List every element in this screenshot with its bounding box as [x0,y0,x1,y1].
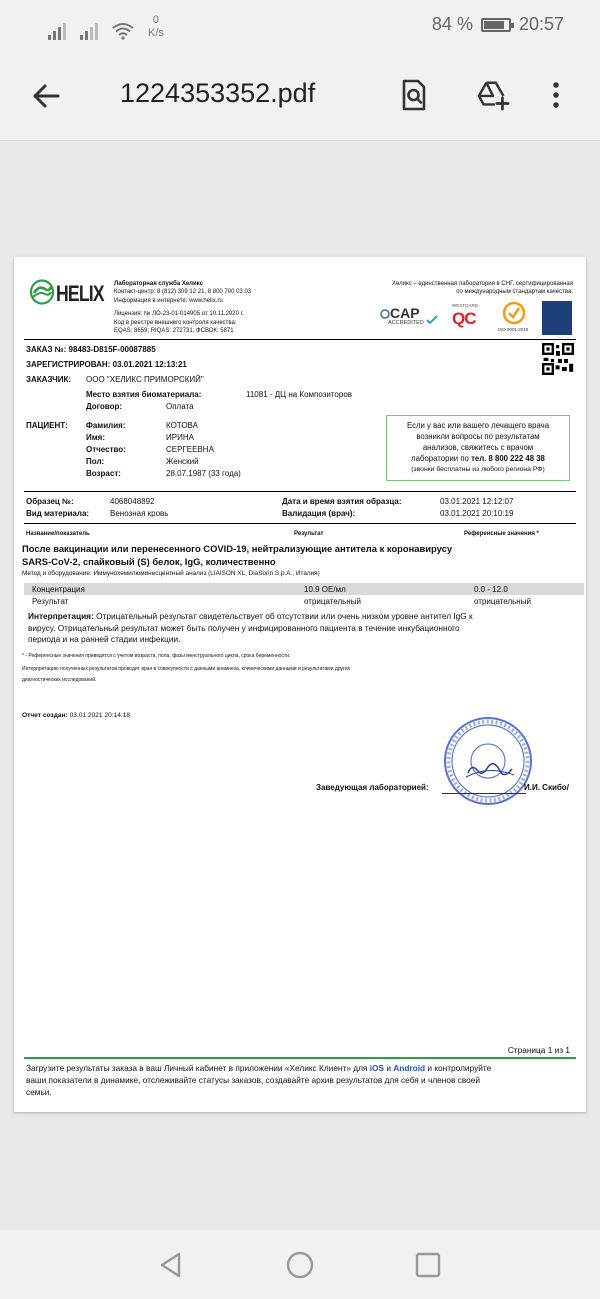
report-created [22,712,130,719]
registration-date: ЗАРЕГИСТРИРОВАН: 03.01.2021 12:13:21 [26,360,187,369]
head-of-lab-label: Заведующая лабораторией: [316,783,429,792]
lab-website: Информация в интернете: www.helix.ru [114,297,223,304]
contract-value: Оплата [166,402,194,411]
nav-home-icon[interactable] [285,1250,315,1280]
lab-license: Лицензия: № ЛО-23-01-014905 от 10.11.2020 г. [114,311,244,318]
promo-text-line3: семьи. [26,1086,52,1097]
result-reference: отрицательный [474,597,531,606]
place-label: Место взятия биоматериала: [86,390,202,399]
certification-badge [542,301,572,335]
net-speed [148,14,164,40]
order-number: ЗАКАЗ №: 98483-D815F-00087885 [26,345,156,354]
sample-label: Образец №: [26,497,74,506]
patient-field-value: 28.07.1987 (33 года) [166,469,241,478]
pdf-viewer[interactable] [0,141,600,1230]
patient-field-label: Имя: [86,433,105,442]
lab-registry: Код в реестре внешнего контроля качества: [114,319,237,326]
notice-line5: (звонки бесплатны из любого региона РФ) [411,466,545,473]
patient-field-value: СЕРГЕЕВНА [166,445,214,454]
col-name-header: Название/показатель [26,531,90,537]
interpretation [28,611,538,646]
test-title-line1: После вакцинации или перенесенного COVID-19, нейтрализующие антитела к коронавирусу [22,543,453,554]
cap-emblem-icon [380,309,390,319]
contract-label: Договор: [86,402,123,411]
navigation-bar [0,1230,600,1299]
wifi-icon [112,22,134,40]
app-bar [0,52,600,141]
col-ref-header: Референсные значения * [464,531,539,537]
add-to-drive-icon[interactable] [476,78,510,112]
cert-text-line2: по международным стандартам качества: [456,289,573,295]
interpretation-line3: периода и на ранней стадии инфекции. [28,634,181,645]
footnote-interpretation1: Интерпретацию полученных результатов проводит врач в совокупности с данными анамнеза, клиническими данными и результатами других [22,666,351,672]
table-row [24,583,584,595]
app-promo-text [26,1063,584,1098]
interpretation-label: Интерпретация: [28,611,94,621]
collected-label: Дата и время взятия образца: [282,497,402,506]
footnote-interpretation2: диагностических исследований. [22,677,97,683]
footnote-reference: * - Референсные значения приводятся с учетом возраста, пола, фазы менструального цикла, срока беременности. [22,653,291,659]
report-created-label: Отчет создан: [22,712,68,719]
lab-qc-codes: EQAS: 8659; RIQAS: 272731; ФСВОК: 5871 [114,328,234,335]
col-result-header: Результат [294,531,324,537]
result-name: Концентрация [32,585,85,594]
westgard-text: WESTGARD [452,303,479,308]
more-options-icon[interactable] [546,78,566,112]
nav-back-icon[interactable] [156,1250,186,1280]
notice-phone[interactable]: тел. 8 800 222 48 38 [471,454,545,463]
qr-code-icon [542,343,574,375]
patient-field-label: Возраст: [86,469,121,478]
battery-icon [481,18,511,32]
result-name: Результат [32,597,69,606]
nav-recents-icon[interactable] [413,1250,443,1280]
clock: 20:57 [518,14,564,34]
patient-field-value: ИРИНА [166,433,194,442]
signal-icon-2 [80,22,98,40]
iso-text: ISO 9001:2015 [498,327,529,332]
patient-field-label: Пол: [86,457,105,466]
cert-text [392,280,573,296]
lab-name: Лабораторная служба Хеликс [114,281,203,287]
customer-value: ООО "ХЕЛИКС ПРИМОРСКИЙ" [86,375,204,384]
customer-label: ЗАКАЗЧИК: [26,375,72,384]
patient-field-value: Женский [166,457,199,466]
checkmark-icon [426,315,438,325]
result-reference: 0.0 - 12.0 [474,585,508,594]
promo-and: и [384,1063,394,1073]
material-value: Венозная кровь [110,509,169,518]
page-number: Страница 1 из 1 [507,1045,570,1055]
material-label: Вид материала: [26,509,90,518]
footer-divider [24,1057,576,1059]
notice-line2: возникли вопросы по результатам [416,432,540,441]
lab-info [114,280,251,335]
cap-logo-text: CAP [390,305,420,321]
westgard-qc-logo [450,303,488,331]
qc-text: QC [452,309,476,328]
promo-text-line2: ваши показатели в динамике, отслеживайте статусы заказов, создавайте архив результатов для себя и членов своей [26,1074,481,1085]
android-link[interactable]: Android [393,1063,426,1073]
search-document-icon[interactable] [396,78,430,112]
net-speed-unit: K/s [148,27,164,39]
validation-label: Валидация (врач): [282,509,356,518]
result-value: отрицательный [304,597,361,606]
promo-text-part2: и контролируйте [425,1063,492,1073]
ios-link[interactable]: iOS [369,1063,385,1073]
cap-logo-sub: ACCREDITED [388,320,424,326]
cert-text-line1: Хеликс – единственная лаборатория в СНГ, сертифицированная [391,281,573,287]
promo-text-part1: Загрузите результаты заказа в ваш Личный кабинет в приложении «Хеликс Клиент» для [26,1063,370,1073]
contact-notice-box [386,415,570,481]
table-row [24,595,584,607]
pdf-page [14,257,586,1112]
notice-line3: анализов, свяжитесь с врачом [422,443,534,452]
brand-name: HELIX [56,281,104,306]
interpretation-line2: вирусу. Отрицательный результат может быть получен у инфицированного пациента в течение инкубационного [28,622,460,633]
patient-field-value: КОТОВА [166,421,198,430]
result-value: 10.9 ОЕ/мл [304,585,346,594]
sample-value: 4068048892 [110,497,155,506]
place-value: 11081 - ДЦ на Композиторов [246,390,353,399]
document-title: 1224353352.pdf [120,78,316,108]
report-created-value: 03.01.2021 20:14:18 [69,712,131,719]
patient-field-label: Отчество: [86,445,126,454]
cap-logo [380,305,440,331]
lab-contact: Контакт-центр: 8 (812) 309 12 21, 8 800 700 03 03 [114,289,252,296]
interpretation-line1: Отрицательный результат свидетельствует об отсутствии или очень низком уровне антител IgG к [96,611,473,621]
patient-field-label: Фамилия: [86,421,126,430]
head-of-lab-name: И.И. Скибо/ [524,783,569,792]
helix-logo-icon [30,279,54,305]
iso-logo [496,301,532,335]
test-title-line2: SARS-CoV-2, спайковый (S) белок, IgG, количественно [22,556,276,567]
collected-value: 03.01.2021 12:12:07 [440,497,514,506]
back-arrow-icon[interactable] [30,80,62,112]
battery-percent: 84 % [431,14,473,34]
notice-line1: Если у вас или вашего лечащего врача [406,421,550,430]
notice-line4-prefix: лаборатории по [411,454,472,463]
notice-line4 [387,453,569,464]
test-method: Метод и оборудование: Иммунохемилюминесцентный анализ (LIAISON XL, DiaSorin S.p.A., Италия) [22,570,320,577]
status-bar [0,0,600,52]
validation-value: 03.01.2021 20:10:19 [440,509,514,518]
iso-emblem-icon [502,301,526,325]
patient-label: ПАЦИЕНТ: [26,421,68,430]
signal-icon [48,22,66,40]
net-speed-value: 0 [152,14,160,26]
